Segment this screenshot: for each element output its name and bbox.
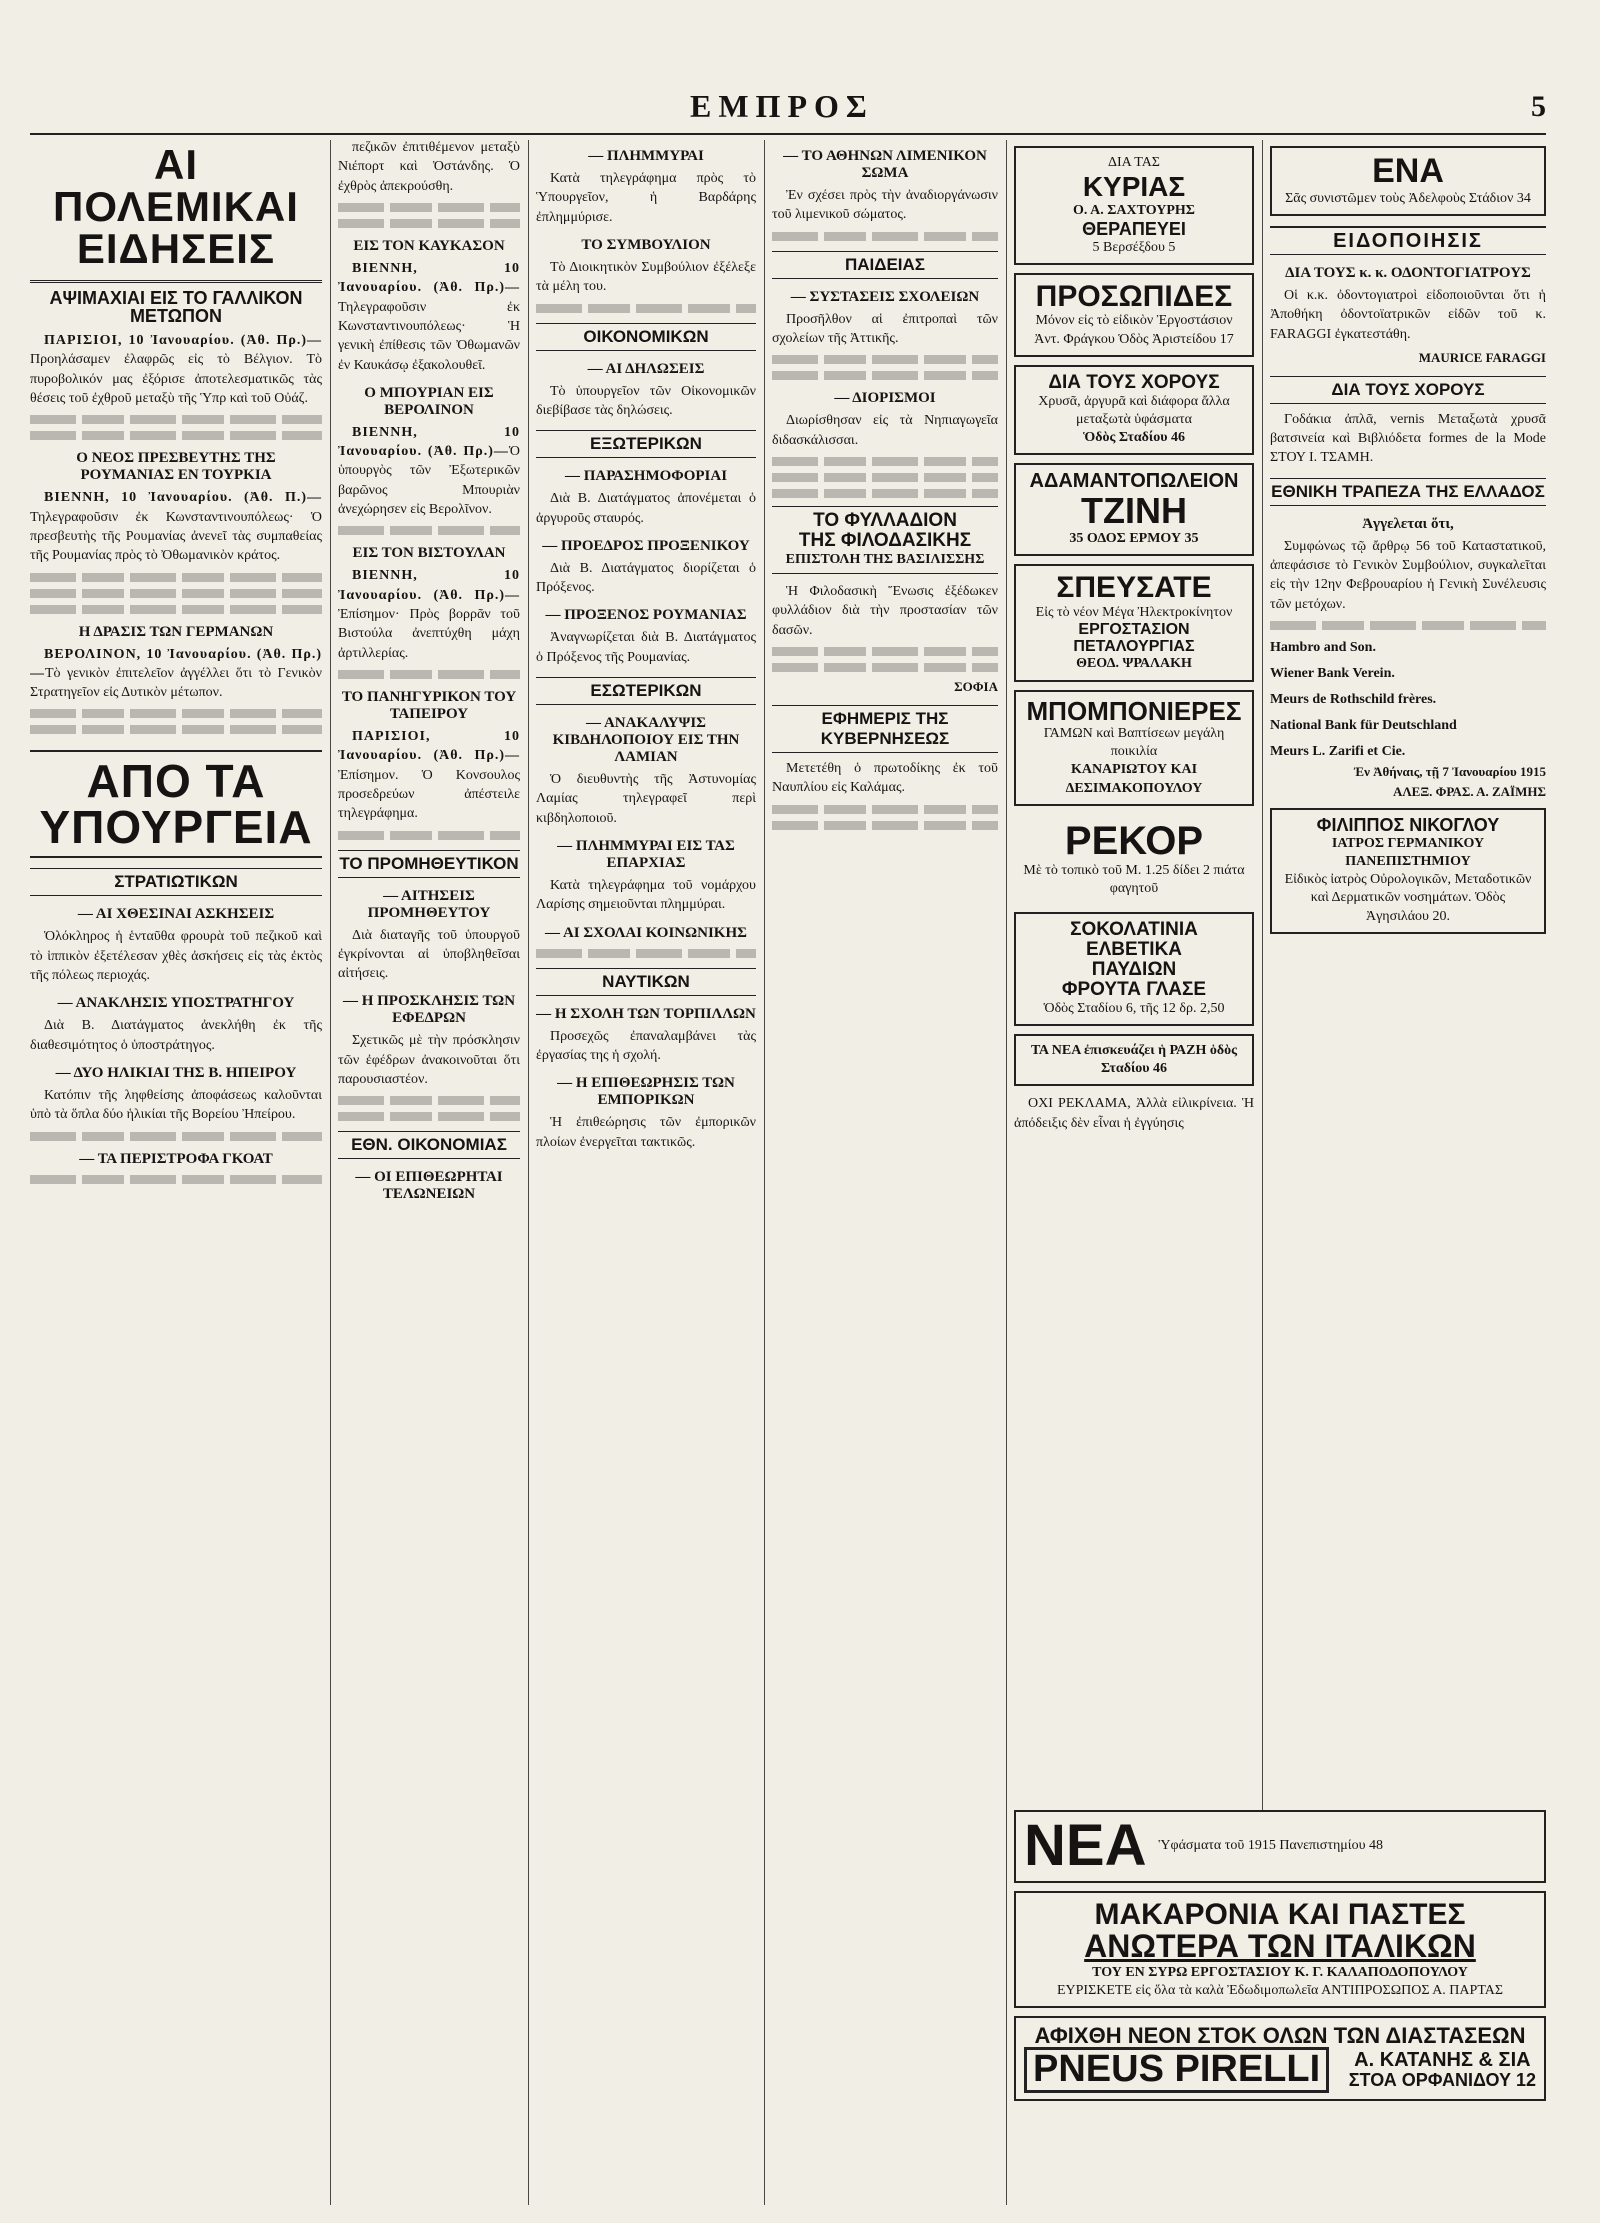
illegible-text	[30, 1175, 322, 1184]
column-divider	[764, 140, 765, 2205]
article-heading: — ΠΛΗΜΜΥΡΑΙ	[588, 148, 704, 164]
bank-notice-heading: ΕΘΝΙΚΗ ΤΡΑΠΕΖΑ ΤΗΣ ΕΛΛΑΔΟΣ	[1270, 478, 1546, 506]
illegible-text	[772, 371, 998, 380]
article-heading: — ΔΥΟ ΗΛΙΚΙΑΙ ΤΗΣ Β. ΗΠΕΙΡΟΥ	[55, 1065, 297, 1081]
article-text: Προηλάσαμεν ἐλαφρῶς εἰς τὸ Βέλγιον. Τὸ πυροβολικόν μας ἐξόρισε ἀποτελεσματικῶς τὰς θέσεις τοῦ ἐχθροῦ μεταξὺ τῆς Ὑπρ καὶ τοῦ Οὐάζ.	[30, 352, 322, 406]
box-title: ΤΟ ΦΥΛΛΑΔΙΟΝ	[813, 509, 957, 531]
illegible-text	[30, 431, 322, 440]
article-text: Διωρίσθησαν εἰς τὰ Νηπιαγωγεῖα διδασκάλισσαι.	[772, 413, 998, 448]
illegible-text	[338, 219, 520, 228]
ad-prosopides	[1014, 273, 1254, 357]
article-text: Διὰ διαταγῆς τοῦ ὑπουργοῦ ἐγκρίνονται αἱ ὑποβληθεῖσαι αἰτήσεις.	[338, 927, 520, 982]
dateline: ΠΑΡΙΣΙΟΙ, 10 Ἰανουαρίου. (Ἀθ. Πρ.)—	[44, 333, 322, 348]
ad-line: 5 Βερσέξδου 5	[1092, 239, 1176, 255]
notice-text: Οἱ κ.κ. ὀδοντογιατροὶ εἰδοποιοῦνται ὅτι ἡ Ἀποθήκη ὀδοντοϊατρικῶν εἰδῶν τοῦ κ. FARAGGI ἐγκατεστάθη.	[1270, 287, 1546, 342]
article-vistula	[338, 566, 520, 663]
article-heading: — ΣΥΣΤΑΣΕΙΣ ΣΧΟΛΕΙΩΝ	[790, 288, 980, 305]
illegible-text	[30, 573, 322, 582]
ad-line: ΤΑ ΝΕΑ ἐπισκευάζει ἡ ΡΑΖΗ ὁδὸς Σταδίου 46	[1030, 1043, 1238, 1077]
article-heading: Ο ΝΕΟΣ ΠΡΕΣΒΕΥΤΗΣ ΤΗΣ ΡΟΥΜΑΝΙΑΣ ΕΝ ΤΟΥΡΚΙΑ	[76, 450, 276, 484]
ad-pirelli	[1014, 2016, 1546, 2101]
ad-title: ΣΠΕΥΣΑΤΕ	[1056, 571, 1212, 605]
ad-line: ΕΡΓΟΣΤΑΣΙΟΝ ΠΕΤΑΛΟΥΡΓΙΑΣ	[1073, 620, 1195, 655]
ad-line: Εἰδικὸς ἰατρὸς Οὐρολογικῶν, Μεταδοτικῶν καὶ Δερματικῶν νοσημάτων. Ὁδὸς Ἀγησιλάου 20.	[1284, 872, 1532, 924]
column-divider	[528, 140, 529, 2205]
ad-title: ΜΑΚΑΡΟΝΙΑ ΚΑΙ ΠΑΣΤΕΣ	[1094, 1897, 1466, 1931]
signature: ΣΟΦΙΑ	[954, 678, 998, 694]
ad-nea-razi	[1014, 1034, 1254, 1086]
ad-title: ΔΙΑ ΤΟΥΣ ΧΟΡΟΥΣ	[1048, 371, 1220, 393]
pirelli-logo: PNEUS PIRELLI	[1024, 2047, 1329, 2093]
bank-name: National Bank für Deutschland	[1270, 718, 1457, 733]
bottom-ads	[1014, 1810, 1546, 2205]
ad-title: ΦΡΟΥΤΑ ΓΛΑΣΕ	[1061, 978, 1207, 1000]
article-text: Ὁ διευθυντὴς τῆς Ἀστυνομίας Λαμίας τηλεγραφεῖ περὶ κιβδηλοποιοῦ.	[536, 772, 756, 826]
article-text: Ὁ ὑπουργὸς τῶν Ἐξωτερικῶν βαρῶνος Μπουριὰν ἀνεχώρησεν εἰς Βερολῖνον.	[338, 444, 520, 518]
article-text: πεζικῶν ἐπιτιθέμενον μεταξὺ Νιέπορτ καὶ Ὀστάνδης. Ὁ ἐχθρὸς ἀπεκρούσθη.	[338, 140, 520, 194]
article-heading: Ο ΜΠΟΥΡΙΑΝ ΕΙΣ ΒΕΡΟΛΙΝΟΝ	[364, 384, 494, 418]
newspaper-title: ΕΜΠΡΟΣ	[690, 88, 874, 124]
ad-line: Χρυσᾶ, ἀργυρᾶ καὶ διάφορα ἄλλα μεταξωτὰ ὑφάσματα	[1038, 393, 1230, 427]
article-text: Τὸ Διοικητικὸν Συμβούλιον ἐξέλεξε τὰ μέλη του.	[536, 259, 756, 295]
illegible-text	[30, 605, 322, 614]
illegible-text	[30, 589, 322, 598]
ad-title: ΣΟΚΟΛΑΤΙΝΙΑ ΕΛΒΕΤΙΚΑ	[1070, 919, 1198, 961]
ad-sokolata	[1014, 912, 1254, 1026]
signature: MAURICE FARAGGI	[1418, 349, 1546, 365]
article-text: Ὁλόκληρος ἡ ἑνταῦθα φρουρὰ τοῦ πεζικοῦ καὶ τὸ ἱππικὸν ἐξετέλεσαν χθὲς ἀσκήσεις εἰς τὰς ἐκτὸς τῆς πόλεως περιοχάς.	[30, 929, 322, 984]
article-text: Σχετικῶς μὲ τὴν πρόσκλησιν τῶν ἐφέδρων ἀνακοινοῦται ὅτι παρουσιαστέον.	[338, 1033, 520, 1088]
article-text: Ἀναγνωρίζεται διὰ Β. Διατάγματος ὁ Πρόξενος τῆς Ρουμανίας.	[536, 630, 756, 665]
article-heading: ΕΙΣ ΤΟΝ ΒΙΣΤΟΥΛΑΝ	[352, 545, 506, 562]
ad-title: ΡΕΚΟΡ	[1064, 818, 1204, 863]
ad-title: ΑΝΩΤΕΡΑ ΤΩΝ ΙΤΑΛΙΚΩΝ	[1084, 1928, 1476, 1965]
ad-title: ΑΔΑΜΑΝΤΟΠΩΛΕΙΟΝ	[1029, 470, 1239, 493]
article-heading: — Η ΣΧΟΛΗ ΤΩΝ ΤΟΡΠΙΛΛΩΝ	[536, 1005, 756, 1022]
ad-title: ΤΖΙΝΗ	[1081, 490, 1187, 532]
ad-rekor	[1014, 814, 1254, 904]
box-title: ΤΗΣ ΦΙΛΟΔΑΣΙΚΗΣ	[798, 529, 972, 551]
article-heading: — Η ΕΠΙΘΕΩΡΗΣΙΣ ΤΩΝ ΕΜΠΟΡΙΚΩΝ	[557, 1075, 735, 1109]
column-war-news	[30, 138, 322, 2205]
section-heading: ΠΑΙΔΕΙΑΣ	[772, 251, 998, 279]
column-education	[772, 138, 998, 2205]
ad-line: ΘΕΟΔ. ΨΡΑΛΑΚΗ	[1076, 656, 1192, 672]
ad-line: ΣΤΟΑ ΟΡΦΑΝΙΔΟΥ 12	[1348, 2070, 1536, 2091]
ad-filippos-nikoglou	[1270, 808, 1546, 934]
illegible-text	[772, 232, 998, 241]
article-heading: — ΑΝΑΚΛΗΣΙΣ ΥΠΟΣΤΡΑΤΗΓΟΥ	[57, 995, 295, 1012]
article-heading: — ΑΙΤΗΣΕΙΣ ΠΡΟΜΗΘΕΥΤΟΥ	[367, 887, 491, 921]
illegible-text	[338, 203, 520, 212]
article-heading: — ΑΝΑΚΑΛΥΨΙΣ ΚΙΒΔΗΛΟΠΟΙΟΥ ΕΙΣ ΤΗΝ ΛΑΜΙΑΝ	[552, 715, 740, 766]
section-heading: ΔΙΑ ΤΟΥΣ ΧΟΡΟΥΣ	[1270, 376, 1546, 404]
article-text: Ἡ ἐπιθεώρησις τῶν ἐμπορικῶν πλοίων ἐνεργεῖται τακτικῶς.	[536, 1115, 756, 1150]
dateline: ΠΑΡΙΣΙΟΙ, 10 Ἰανουαρίου. (Ἀθ. Πρ.)—	[338, 728, 520, 764]
article-heading: — ΑΙ ΔΗΛΩΣΕΙΣ	[587, 360, 705, 377]
war-news-headline: ΑΙ ΠΟΛΕΜΙΚΑΙ ΕΙΔΗΣΕΙΣ	[30, 138, 322, 283]
article-text: Προσῆλθον αἱ ἐπιτροπαὶ τῶν σχολείων τῆς Ἀττικῆς.	[772, 311, 998, 346]
ad-line: ΚΑΝΑΡΙΩΤΟΥ ΚΑΙ ΔΕΣΙΜΑΚΟΠΟΥΛΟΥ	[1065, 762, 1203, 796]
section-heading: ΕΣΩΤΕΡΙΚΩΝ	[536, 677, 756, 705]
column-war-news-continued	[338, 138, 520, 2205]
article-paris	[30, 331, 322, 408]
article-text: Προσεχῶς ἐπαναλαμβάνει τὰς ἐργασίας της ἡ σχολή.	[536, 1028, 756, 1063]
ad-line: 35 ΟΔΟΣ ΕΡΜΟΥ 35	[1069, 531, 1199, 547]
article-text: Ἐπίσημον. Ὁ Κονσουλος προσεδρεύων ἀπέστειλε τηλεγράφημα.	[338, 767, 520, 822]
article-heading: — ΑΙ ΧΘΕΣΙΝΑΙ ΑΣΚΗΣΕΙΣ	[77, 906, 275, 923]
ad-line: ΓΑΜΩΝ καὶ Βαπτίσεων μεγάλη ποικιλία	[1043, 725, 1225, 760]
column-divider	[330, 140, 331, 2205]
article-text: Μετετέθη ὁ πρωτοδίκης ἐκ τοῦ Ναυπλίου εἰς Καλάμας.	[772, 760, 998, 796]
article-text: Ἡ Φιλοδασικὴ Ἕνωσις ἐξέδωκεν φυλλάδιον διὰ τὴν προστασίαν τῶν δασῶν.	[772, 583, 998, 638]
article-heading: Η ΔΡΑΣΙΣ ΤΩΝ ΓΕΡΜΑΝΩΝ	[78, 623, 274, 640]
ad-title: ΠΡΟΣΩΠΙΔΕΣ	[1035, 279, 1233, 313]
column-ministries	[536, 138, 756, 2205]
notice-subheading: ΔΙΑ ΤΟΥΣ κ. κ. ΟΔΟΝΤΟΓΙΑΤΡΟΥΣ	[1285, 264, 1531, 281]
dateline: ΒΙΕΝΝΗ, 10 Ἰανουαρίου. (Ἀθ. Πρ.)—	[338, 424, 520, 460]
illegible-text	[338, 670, 520, 679]
illegible-text	[30, 725, 322, 734]
illegible-text	[30, 709, 322, 718]
section-heading: ΝΑΥΤΙΚΩΝ	[536, 968, 756, 996]
article-text: Τὸ ὑπουργεῖον τῶν Οἰκονομικῶν διεβίβασε τὰς δηλώσεις.	[536, 383, 756, 418]
page-number: 5	[1531, 90, 1546, 123]
illegible-text	[536, 949, 756, 958]
ad-title: ΜΠΟΜΠΟΝΙΕΡΕΣ	[1026, 695, 1242, 726]
article-text: Τηλεγραφοῦσιν ἐκ Κωνσταντινουπόλεως· Ἡ γενικὴ ἐπίθεσις τῶν Ὀθωμανῶν ἐν Καυκάσῳ ἐξακολουθεῖ.	[338, 299, 520, 373]
masthead	[30, 88, 1546, 132]
article-text: Διὰ Β. Διατάγματος ἀνεκλήθη ἐκ τῆς διαθεσιμότητος ὁ ὑποστράτηγος.	[30, 1018, 322, 1053]
dateline: ΒΙΕΝΝΗ, 10 Ἰανουαρίου. (Ἀθ. Πρ.)—	[338, 260, 520, 296]
dateline: ΒΙΕΝΝΗ, 10 Ἰανουαρίου. (Ἀθ. Π.)—	[44, 490, 322, 506]
article-text: Διὰ Β. Διατάγματος ἀπονέμεται ὁ ἀργυροῦς σταυρός.	[536, 491, 756, 526]
article-berlin	[30, 645, 322, 703]
ad-title: ΝΕΑ	[1024, 1813, 1147, 1878]
ad-title: ΚΥΡΙΑΣ	[1082, 171, 1186, 203]
article-text: Ἐπίσημον· Πρὸς βορρᾶν τοῦ Βιστούλα ἀνεπτύχθη μάχη ἀρτιλλερίας.	[338, 607, 520, 661]
ad-ena	[1270, 146, 1546, 216]
notice-subheading: Ἀγγελεται ὅτι,	[1362, 515, 1454, 532]
article-burian	[338, 423, 520, 520]
box-subtitle: ΕΠΙΣΤΟΛΗ ΤΗΣ ΒΑΣΙΛΙΣΣΗΣ	[785, 551, 985, 567]
illegible-text	[772, 489, 998, 498]
notice-heading: ΕΙΔΟΠΟΙΗΣΙΣ	[1270, 226, 1546, 255]
ad-line: Ὁδὸς Σταδίου 46	[1082, 430, 1186, 446]
article-heading: ΤΟ ΣΥΜΒΟΥΛΙΟΝ	[581, 236, 711, 253]
illegible-text	[338, 1096, 520, 1105]
ad-line: Ο. Α. ΣΑΧΤΟΥΡΗΣ	[1073, 202, 1195, 218]
notice-text: Γοδάκια ἀπλᾶ, vernis Μεταξωτὰ χρυσᾶ βατσινεία καὶ Βιβλιόδετα formes de la Mode ΣΤΟΥ Ι. ΤΣΑΜΗ.	[1270, 411, 1546, 466]
illegible-text	[1270, 621, 1546, 630]
ad-title: ΕΝΑ	[1372, 152, 1444, 190]
ad-nea	[1014, 1810, 1546, 1883]
illegible-text	[772, 663, 998, 672]
ad-line: ΙΑΤΡΟΣ ΓΕΡΜΑΝΙΚΟΥ ΠΑΝΕΠΙΣΤΗΜΙΟΥ	[1331, 835, 1485, 870]
dateline: ΒΕΡΟΛΙΝΟΝ, 10 Ἰανουαρίου. (Ἀθ. Πρ.)—	[30, 646, 322, 681]
bank-name: Wiener Bank Verein.	[1270, 666, 1395, 681]
ad-title: ΠΑΥΔΙΩΝ	[1091, 958, 1177, 980]
ad-title: ΦΙΛΙΠΠΟΣ ΝΙΚΟΓΛΟΥ	[1316, 815, 1500, 835]
illegible-text	[536, 304, 756, 313]
ad-petalourgia	[1014, 564, 1254, 681]
section-heading: ΕΘΝ. ΟΙΚΟΝΟΜΙΑΣ	[338, 1131, 520, 1159]
article-caucasus	[338, 259, 520, 375]
article-text: Τηλεγραφοῦσιν ἐκ Κωνσταντινουπόλεως· Ὁ πρεσβευτὴς τῆς Ρουμανίας ἀνενεῖ τὰς συμπαθείας τῆς Ρουμανίας πρὸς τὸ Ὀθωμανικὸν κράτος.	[30, 509, 322, 564]
article-heading: — ΤΑ ΠΕΡΙΣΤΡΟΦΑ ΓΚΟΑΤ	[79, 1150, 273, 1167]
ad-line: Α. ΚΑΤΑΝΗΣ & ΣΙΑ	[1354, 2049, 1531, 2072]
illegible-text	[772, 355, 998, 364]
article-heading: — ΠΡΟΞΕΝΟΣ ΡΟΥΜΑΝΙΑΣ	[545, 607, 747, 624]
ad-line: ΕΥΡΙΣΚΕΤΕ εἰς ὅλα τὰ καλὰ Ἐδωδιμοπωλεῖα ΑΝΤΙΠΡΟΣΩΠΟΣ Α. ΠΑΡΤΑΣ	[1056, 1983, 1504, 1999]
ad-tzini	[1014, 463, 1254, 556]
ad-line: ΟΧΙ ΡΕΚΛΑΜΑ, Ἀλλὰ εἰλικρίνεια. Ἡ ἀπόδειξις δὲν εἶναι ἡ ἐγγύησις	[1014, 1096, 1254, 1131]
ad-line: Μὲ τὸ τοπικὸ τοῦ Μ. 1.25 δίδει 2 πιάτα φαγητοῦ	[1023, 862, 1245, 896]
ad-line: Ὑφάσματα τοῦ 1915 Πανεπιστημίου 48	[1158, 1838, 1384, 1854]
illegible-text	[338, 526, 520, 535]
ad-dances-fabrics	[1014, 365, 1254, 456]
article-text: Τὸ γενικὸν ἐπιτελεῖον ἀγγέλλει ὅτι τὸ Γενικὸν Στρατηγεῖον εἰς Δυτικὸν μέτωπον.	[30, 665, 322, 701]
section-heading: ΕΦΗΜΕΡΙΣ ΤΗΣ ΚΥΒΕΡΝΗΣΕΩΣ	[772, 705, 998, 753]
ad-kyrias	[1014, 146, 1254, 265]
ad-line: Μόνον εἰς τὸ εἰδικὸν Ἐργοστάσιον Ἀντ. Φράγκου Ὁδὸς Ἀριστείδου 17	[1034, 313, 1234, 347]
ad-makaronia	[1014, 1891, 1546, 2008]
article-heading: — ΑΙ ΣΧΟΛΑΙ ΚΟΙΝΩΝΙΚΗΣ	[545, 924, 747, 941]
ad-bombonieres	[1014, 690, 1254, 806]
article-heading: — ΤΟ ΑΘΗΝΩΝ ΛΙΜΕΝΙΚΟΝ ΣΩΜΑ	[783, 148, 987, 181]
article-heading: — ΠΑΡΑΣΗΜΟΦΟΡΙΑΙ	[564, 468, 728, 485]
illegible-text	[30, 415, 322, 424]
article-heading: ΤΟ ΠΑΝΗΓΥΡΙΚΟΝ ΤΟΥ ΤΑΠΕΙΡΟΥ	[341, 688, 517, 722]
illegible-text	[772, 805, 998, 814]
section-heading: ΕΞΩΤΕΡΙΚΩΝ	[536, 430, 756, 458]
war-news-subhead: ΑΨΙΜΑΧΙΑΙ ΕΙΣ ΤΟ ΓΑΛΛΙΚΟΝ ΜΕΤΩΠΟΝ	[49, 288, 303, 326]
bank-name: Hambro and Son.	[1270, 640, 1376, 655]
ad-line: ΘΕΡΑΠΕΥΕΙ	[1082, 218, 1186, 239]
bank-name: Meurs de Rothschild frères.	[1270, 692, 1437, 707]
article-heading: — ΠΡΟΕΔΡΟΣ ΠΡΟΞΕΝΙΚΟΥ	[542, 537, 750, 554]
ad-title: ΑΦΙΧΘΗ ΝΕΟΝ ΣΤΟΚ ΟΛΩΝ ΤΩΝ ΔΙΑΣΤΑΣΕΩΝ	[1034, 2023, 1526, 2049]
article-paris-2	[338, 727, 520, 824]
article-heading: ΕΙΣ ΤΟΝ ΚΑΥΚΑΣΟΝ	[353, 237, 505, 254]
section-heading: ΟΙΚΟΝΟΜΙΚΩΝ	[536, 323, 756, 351]
forestry-pamphlet-box	[772, 506, 998, 574]
signature: ΑΛΕΞ. ΦΡΑΣ. Α. ΖΑΪΜΗΣ	[1392, 784, 1546, 799]
article-text: Κατὰ τηλεγράφημα τοῦ νομάρχου Λαρίσης σημειοῦνται πλημμύραι.	[536, 878, 756, 913]
ad-line: Εἰς τὸ νέον Μέγα Ἠλεκτροκίνητον	[1035, 604, 1233, 620]
masthead-rule	[30, 133, 1546, 135]
article-text: Κατὰ τηλεγράφημα πρὸς τὸ Ὑπουργεῖον, ἡ Βαρδάρης ἐπλημμύρισε.	[536, 171, 756, 225]
illegible-text	[772, 647, 998, 656]
dateline: ΒΙΕΝΝΗ, 10 Ἰανουαρίου. (Ἀθ. Πρ.)—	[338, 568, 520, 603]
ad-line: Σᾶς συνιστῶμεν τοὺς Ἀδελφοὺς Στάδιον 34	[1285, 190, 1531, 206]
bank-name: Meurs L. Zarifi et Cie.	[1270, 744, 1406, 759]
illegible-text	[30, 1132, 322, 1141]
notice-date: Ἐν Ἀθήναις, τῇ 7 Ἰανουαρίου 1915	[1353, 764, 1546, 779]
section-heading: ΤΟ ΠΡΟΜΗΘΕΥΤΙΚΟΝ	[338, 850, 520, 878]
illegible-text	[772, 457, 998, 466]
illegible-text	[338, 831, 520, 840]
ministries-headline: ΑΠΟ ΤΑ ΥΠΟΥΡΓΕΙΑ	[30, 750, 322, 858]
column-divider	[1006, 140, 1007, 2205]
ad-line: ΤΟΥ ΕΝ ΣΥΡΩ ΕΡΓΟΣΤΑΣΙΟΥ Κ. Γ. ΚΑΛΑΠΟΔΟΠΟΥΛΟΥ	[1092, 1964, 1468, 1980]
section-heading: ΣΤΡΑΤΙΩΤΙΚΩΝ	[30, 868, 322, 896]
ad-line: ΔΙΑ ΤΑΣ	[1108, 155, 1160, 170]
notice-text: Συμφώνως τῷ ἄρθρῳ 56 τοῦ Καταστατικοῦ, ἀπεφάσισε τὸ Γενικὸν Συμβούλιον, συγκαλεῖται εἰς τὴν 12ην Φεβρουαρίου ἡ Γενικὴ Συνέλευσις τῶν μετόχων.	[1270, 538, 1546, 612]
article-heading: — ΠΛΗΜΜΥΡΑΙ ΕΙΣ ΤΑΣ ΕΠΑΡΧΙΑΣ	[557, 838, 735, 871]
article-vienna	[30, 488, 322, 565]
article-heading: — ΔΙΟΡΙΣΜΟΙ	[834, 390, 936, 407]
article-heading: — ΟΙ ΕΠΙΘΕΩΡΗΤΑΙ ΤΕΛΩΝΕΙΩΝ	[355, 1169, 503, 1203]
article-heading: — Η ΠΡΟΣΚΛΗΣΙΣ ΤΩΝ ΕΦΕΔΡΩΝ	[342, 993, 516, 1027]
illegible-text	[772, 821, 998, 830]
illegible-text	[338, 1112, 520, 1121]
illegible-text	[772, 473, 998, 482]
article-text: Κατόπιν τῆς ληφθείσης ἀποφάσεως καλοῦνται ὑπὸ τὰ ὅπλα δύο ἡλικίαι τῆς Βορείου Ἠπείρου.	[30, 1088, 322, 1123]
article-text: Ἐν σχέσει πρὸς τὴν ἀναδιοργάνωσιν τοῦ λιμενικοῦ σώματος.	[772, 188, 998, 223]
ad-line: Ὁδὸς Σταδίου 6, τῆς 12 δρ. 2,50	[1043, 1000, 1225, 1016]
article-text: Διὰ Β. Διατάγματος διορίζεται ὁ Πρόξενος.	[536, 560, 756, 596]
